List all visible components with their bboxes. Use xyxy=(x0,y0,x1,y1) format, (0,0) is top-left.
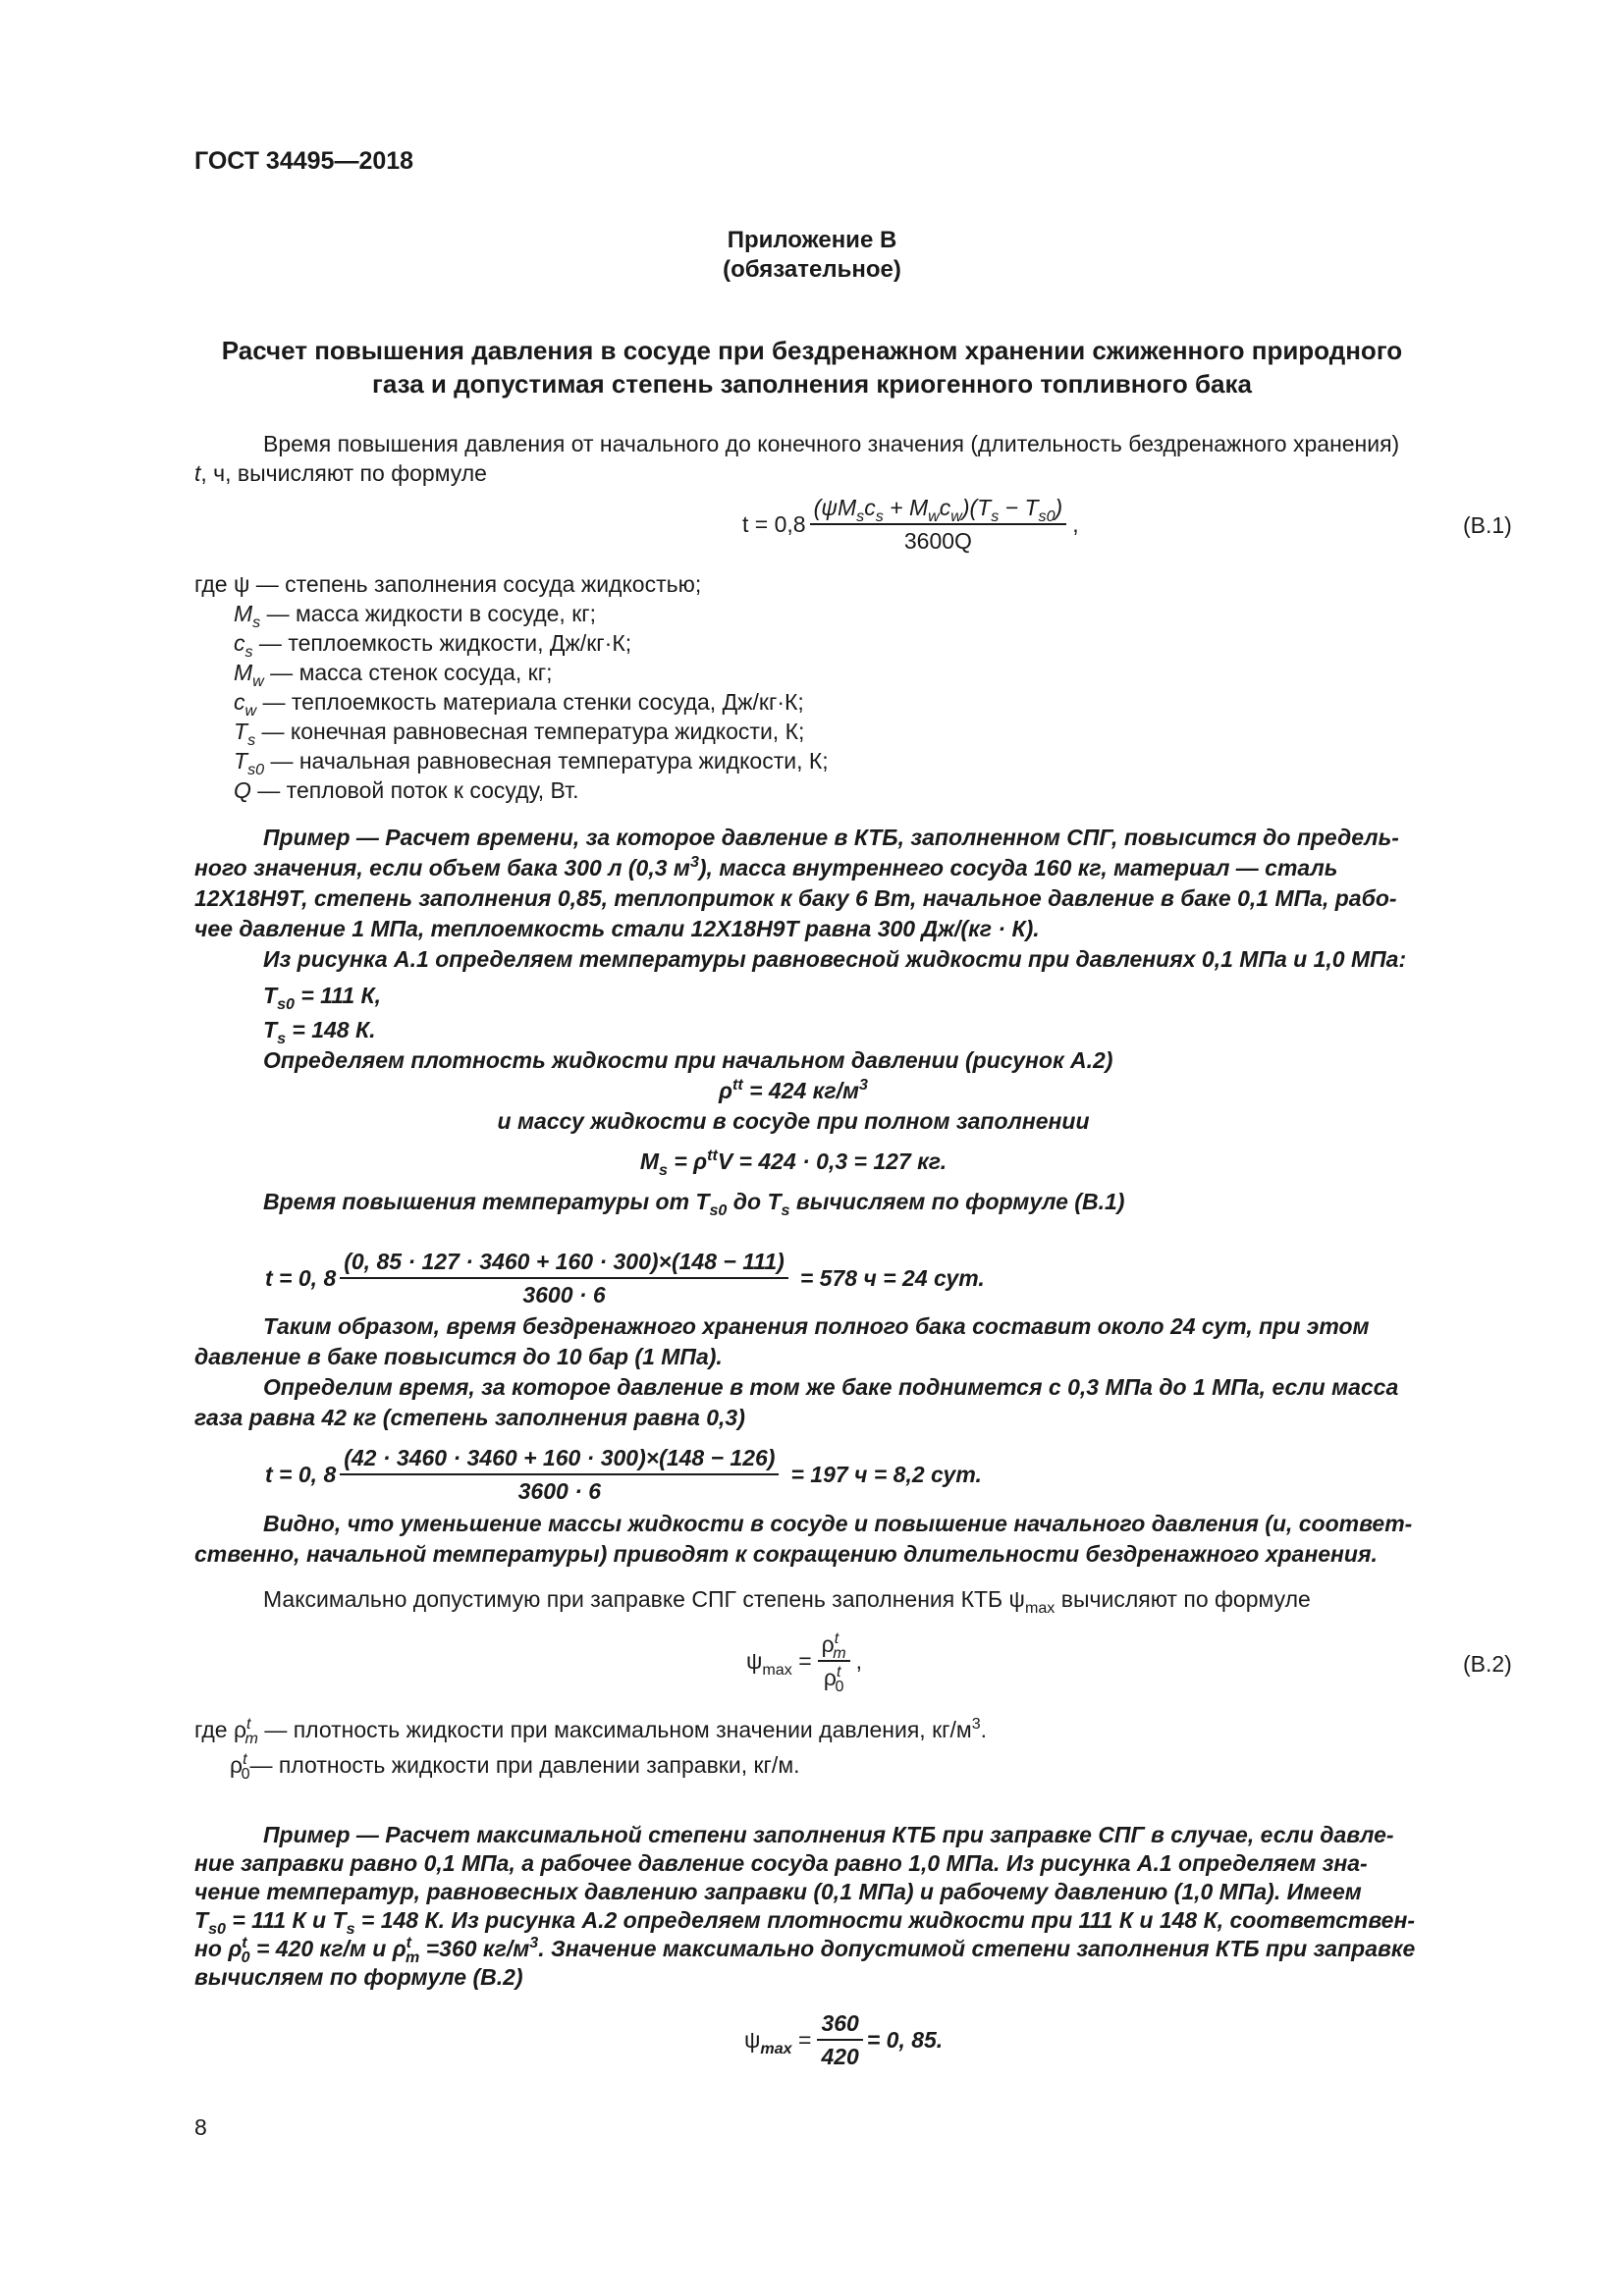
legend-item: $T_s$ — конечная равновесная температура жидкости, К; xyxy=(234,719,805,749)
example2-line6: вычисляем по формуле (В.2) xyxy=(194,1964,523,1990)
formula-b2-denominator: $\rho^t_0$ xyxy=(823,1663,844,1695)
example1-line2: ного значения, если объем бака 300 л (0,3 $м^3$), масса внутреннего сосуда 160 кг, материал — сталь xyxy=(194,853,1338,881)
example1-line5: Из рисунка А.1 определяем температуры равновесной жидкости при давлениях 0,1 МПа и 1,0 МПа: xyxy=(263,946,1407,972)
document-header: ГОСТ 34495—2018 xyxy=(194,147,414,175)
calc-2 xyxy=(265,1443,982,1506)
conclusion-1 xyxy=(194,1311,1398,1433)
example1-line1: Пример — Расчет времени, за которое давление в КТБ, заполненном СПГ, повысится до предель- xyxy=(263,825,1399,850)
intro-line2-text: , ч, вычисляют по формуле xyxy=(200,460,487,486)
calc1-denominator: 3600 · 6 xyxy=(522,1282,606,1308)
calc2-fraction xyxy=(340,1443,779,1506)
conclusion1-line4: газа равна 42 кг (степень заполнения равна 0,3) xyxy=(194,1405,745,1430)
calc1-lhs: t = 0, 8 xyxy=(265,1265,337,1291)
legend-item: $M_s$ — масса жидкости в сосуде, кг; xyxy=(234,601,597,631)
legend2-line1: где $\rho^t_m$ — плотность жидкости при максимальном значении давления, $кг/м^3$. xyxy=(194,1715,988,1747)
calc3-fraction xyxy=(817,2008,862,2071)
calc1-result: = 578 ч = 24 сут. xyxy=(799,1265,985,1291)
intro-line2 xyxy=(194,458,487,488)
conclusion1-line2: давление в баке повысится до 10 бар (1 МПа). xyxy=(194,1344,723,1369)
formula-b2 xyxy=(746,1629,863,1695)
conclusion-2 xyxy=(194,1509,1412,1570)
calc2-denominator: 3600 · 6 xyxy=(517,1478,602,1504)
formula-b2-numerator: $\rho^t_m$ xyxy=(818,1629,850,1662)
legend-2 xyxy=(194,1712,987,1783)
formula-b2-trail: , xyxy=(855,1648,863,1674)
appendix-status: (обязательное) xyxy=(723,256,901,283)
calc-1 xyxy=(265,1247,985,1309)
example-2 xyxy=(194,1821,1415,1992)
example2-line1: Пример — Расчет максимальной степени заполнения КТБ при заправке СПГ в случае, если давле- xyxy=(263,1822,1394,1847)
calc1-numerator: (0, 85 · 127 · 3460 + 160 · 300)×(148 − 111) xyxy=(340,1247,788,1279)
formula-b1-numerator: $(\psi M_sc_s + M_wc_w)(T_s - T_{s0})$ xyxy=(810,493,1067,525)
conclusion2-line1: Видно, что уменьшение массы жидкости в сосуде и повышение начального давления (и, соответ- xyxy=(263,1511,1413,1536)
calc3-lhs: $\psi_{max}$ = xyxy=(744,2027,812,2057)
legend-item: $T_{s0}$ — начальная равновесная температура жидкости, К; xyxy=(234,748,829,778)
section-title-line2: газа и допустимая степень заполнения криогенного топливного бака xyxy=(372,369,1252,399)
example2-line4: $T_{s0} = 111$ К и $T_s = 148$ К. Из рисунка А.2 определяем плотности жидкости при 111 К и 148 К, соответствен- xyxy=(194,1907,1416,1938)
calc-3 xyxy=(744,2008,943,2071)
legend-item: $M_w$ — масса стенок сосуда, кг; xyxy=(234,660,553,690)
section-title xyxy=(147,334,1477,400)
calc3-denominator: 420 xyxy=(821,2044,859,2069)
calc3-numerator: 360 xyxy=(817,2008,862,2041)
example1-line12: Время повышения температуры от $T_{s0}$ до $T_s$ вычисляем по формуле (В.1) xyxy=(263,1189,1125,1219)
calc1-fraction xyxy=(340,1247,788,1309)
formula-b1-trail: , xyxy=(1072,511,1079,537)
formula-b2-fraction xyxy=(818,1629,850,1695)
example2-line5: но $\rho^t_0 = 420$ кг/м и $\rho^t_m =360$ $кг/м^3$. Значение максимально допустимой степени заполнения КТБ при заправке xyxy=(194,1934,1416,1966)
example1-line8: Определяем плотность жидкости при начальном давлении (рисунок А.2) xyxy=(263,1047,1113,1073)
legend-item: $c_w$ — теплоемкость материала стенки сосуда, Дж/кг·К; xyxy=(234,689,804,720)
example1-rho: $\rho^{tt} = 424$ $кг/м^3$ xyxy=(719,1076,868,1103)
formula-b2-lhs: $\psi_{max}$ = xyxy=(746,1648,812,1679)
section-title-line1: Расчет повышения давления в сосуде при бездренажном хранении сжиженного природного xyxy=(221,336,1403,365)
calc2-lhs: t = 0, 8 xyxy=(265,1462,337,1487)
formula-b1-number: (В.1) xyxy=(1463,512,1512,538)
formula-b1-fraction xyxy=(810,493,1067,556)
example1-ts: $T_s = 148$ К. xyxy=(263,1017,376,1047)
conclusion1-line3: Определим время, за которое давление в том же баке поднимется с 0,3 МПа до 1 МПа, если масса xyxy=(263,1374,1399,1400)
example1-line10: и массу жидкости в сосуде при полном заполнении xyxy=(497,1108,1090,1134)
example1-ms: $M_s = \rho^{tt}V = 424 \cdot 0,3 = 127$ кг. xyxy=(639,1147,947,1179)
legend-item: Q — тепловой поток к сосуду, Вт. xyxy=(234,777,579,803)
formula-b2-number: (В.2) xyxy=(1463,1651,1512,1677)
legend-item: $c_s$ — теплоемкость жидкости, Дж/кг·К; xyxy=(234,630,632,661)
example1-line4: чее давление 1 МПа, теплоемкость стали 12Х18Н9Т равна 300 Дж/(кг · К). xyxy=(194,916,1040,941)
example2-line3: чение температур, равновесных давлению заправки (0,1 МПа) и рабочему давлению (1,0 МПа). Имеем xyxy=(194,1879,1362,1904)
conclusion2-line2: ственно, начальной температуры) приводят к сокращению длительности бездренажного хранения. xyxy=(194,1541,1378,1567)
intro-2: Максимально допустимую при заправке СПГ степень заполнения КТБ $\psi_{max}$ вычисляют по формуле xyxy=(263,1586,1311,1617)
formula-b1-denominator: 3600Q xyxy=(903,528,972,554)
calc2-numerator: (42 · 3460 · 3460 + 160 · 300)×(148 − 126) xyxy=(340,1443,779,1475)
formula-b1-lhs: t = 0,8 xyxy=(742,511,806,537)
conclusion1-line1: Таким образом, время бездренажного хранения полного бака составит около 24 сут, при этом xyxy=(263,1313,1370,1339)
calc3-result: = 0, 85. xyxy=(866,2027,944,2053)
appendix-title: Приложение В xyxy=(727,227,897,253)
intro-line1: Время повышения давления от начального до конечного значения (длительность бездренажного хранения) xyxy=(263,431,1400,456)
page-number: 8 xyxy=(194,2114,207,2140)
calc2-result: = 197 ч = 8,2 сут. xyxy=(790,1462,982,1487)
example-1 xyxy=(194,823,1524,1217)
legend2-line2: $\rho^t_0—$ плотность жидкости при давлении заправки, кг/м. xyxy=(230,1750,800,1783)
legend-item: где ψ — степень заполнения сосуда жидкостью; xyxy=(194,571,702,597)
example1-ts0: $T_{s0} = 111$ К, xyxy=(263,983,382,1013)
example1-line3: 12Х18Н9Т, степень заполнения 0,85, теплоприток к баку 6 Вт, начальное давление в баке 0,1 МПа, рабо- xyxy=(194,885,1397,911)
var-t: t xyxy=(194,460,201,486)
legend-1 xyxy=(194,569,829,805)
formula-b1 xyxy=(742,493,1079,556)
example2-line2: ние заправки равно 0,1 МПа, а рабочее давление сосуда равно 1,0 МПа. Из рисунка А.1 определяем зна- xyxy=(194,1850,1368,1876)
